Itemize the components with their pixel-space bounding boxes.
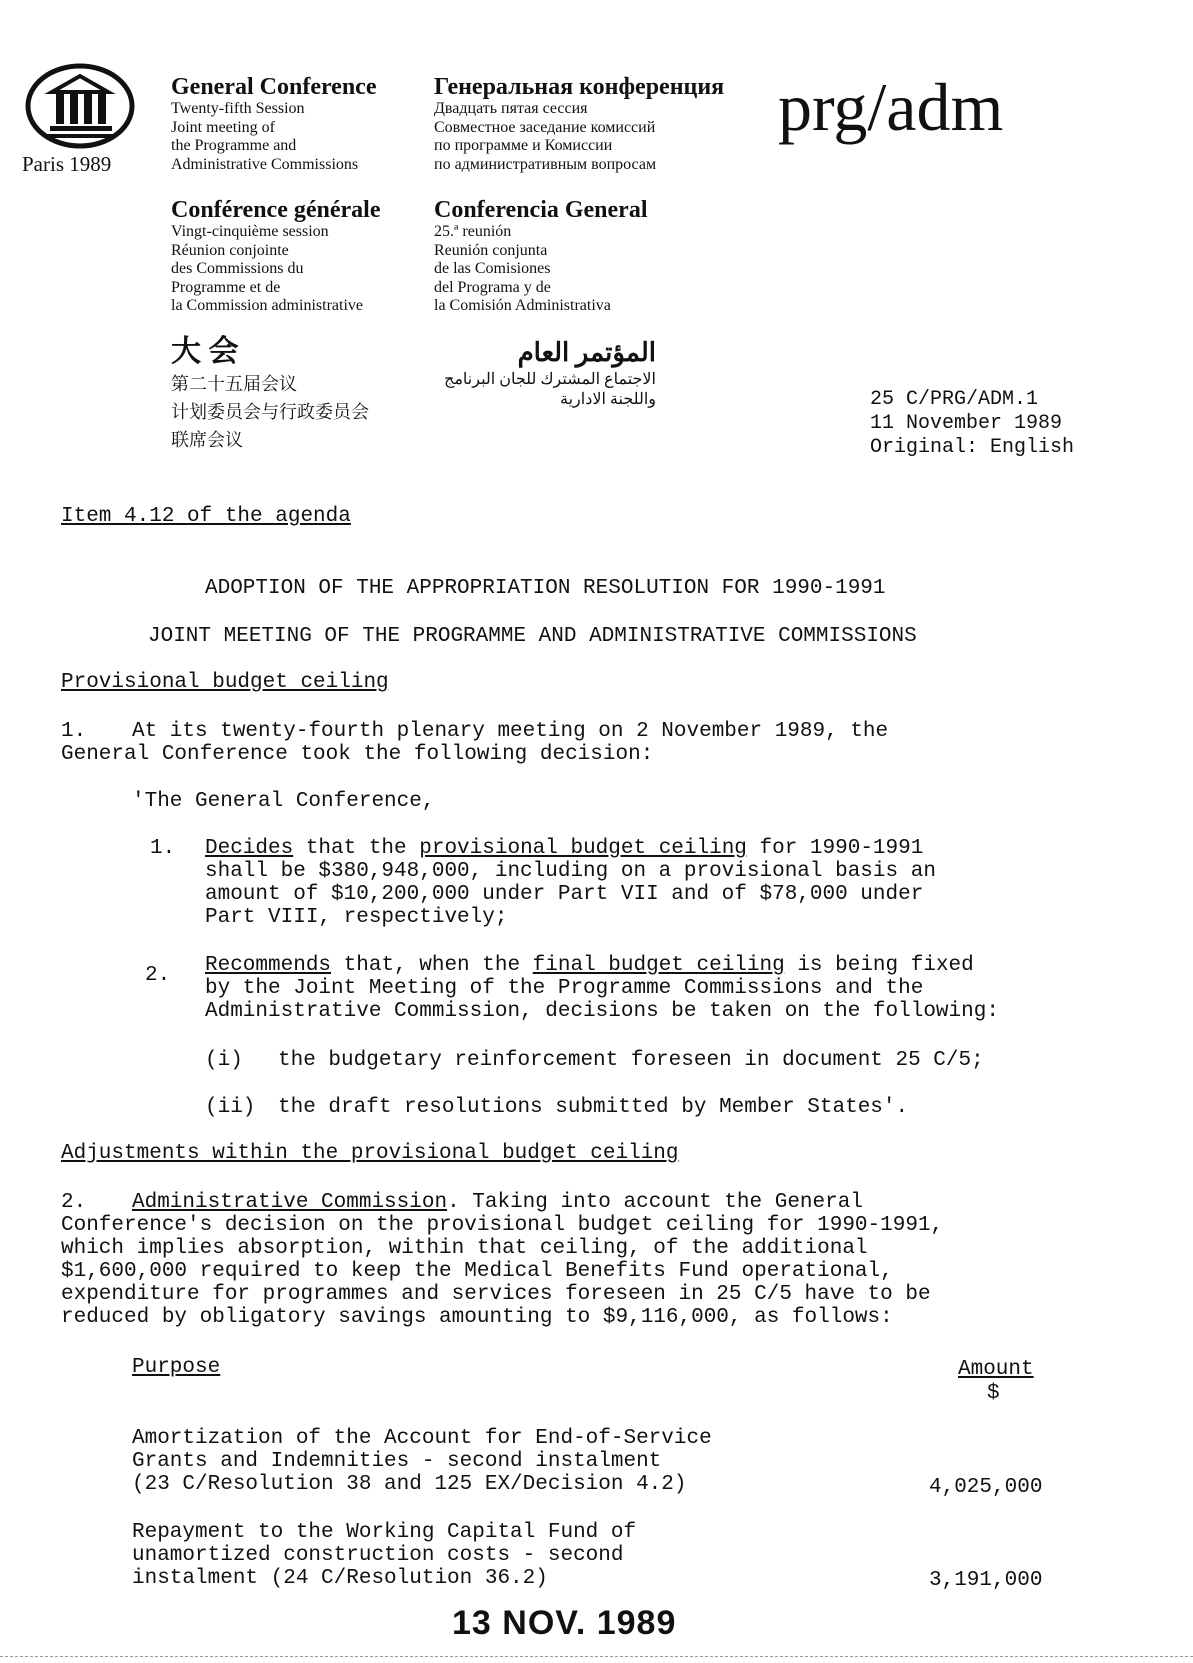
header-en-line: Joint meeting of: [171, 118, 275, 136]
decision-1-lead: Decides: [205, 837, 294, 860]
header-ru: [434, 74, 724, 174]
doc-ref-original: Original: English: [870, 436, 1075, 459]
table-header-purpose: Purpose: [132, 1356, 221, 1379]
header-zh: [171, 334, 369, 454]
header-es-line: de las Comisiones: [434, 260, 551, 277]
decision-number: 2.: [145, 964, 171, 987]
sub-item-number: (ii): [205, 1096, 256, 1119]
paragraph-2-lead: Administrative Commission: [132, 1191, 448, 1214]
decision-2-line: Administrative Commission, decisions be taken on the following:: [205, 1000, 999, 1023]
header-ru-line: по программе и Комиссии: [434, 137, 613, 154]
header-zh-title: 大 会: [171, 335, 239, 368]
decision-1-mid: that the: [293, 837, 420, 860]
decision-2-line: [205, 954, 974, 977]
document-subtitle: JOINT MEETING OF THE PROGRAMME AND ADMINISTRATIVE COMMISSIONS: [148, 625, 917, 648]
page-bottom-divider: [0, 1656, 1193, 1657]
table-row-purpose-line: unamortized construction costs - second: [132, 1544, 624, 1567]
paragraph-2-line: reduced by obligatory savings amounting to $9,116,000, as follows:: [61, 1306, 893, 1329]
table-row-purpose-line: Amortization of the Account for End-of-Service: [132, 1427, 712, 1450]
decision-1-rest: for 1990-1991: [746, 837, 924, 860]
decision-1-line: Part VIII, respectively;: [205, 906, 508, 929]
header-ar-title: المؤتمر العام: [517, 338, 656, 367]
decision-2-lead: Recommends: [205, 954, 332, 977]
logo-place-year: Paris 1989: [22, 152, 112, 176]
paragraph-2-line: [132, 1191, 863, 1214]
header-ru-line: Двадцать пятая сессия: [434, 100, 588, 117]
header-en-line: Twenty-fifth Session: [171, 100, 305, 117]
table-row-purpose-line: Repayment to the Working Capital Fund of: [132, 1521, 637, 1544]
paragraph-number: 1.: [61, 720, 87, 743]
header-fr-line: la Commission administrative: [171, 297, 363, 314]
decision-1-line: amount of $10,200,000 under Part VII and of $78,000 under: [205, 883, 924, 906]
document-title: ADOPTION OF THE APPROPRIATION RESOLUTION FOR 1990-1991: [205, 577, 886, 600]
decision-2-emph: final budget ceiling: [532, 954, 785, 977]
decision-2-line: by the Joint Meeting of the Programme Commissions and the: [205, 977, 924, 1000]
table-row-purpose-line: instalment (24 C/Resolution 36.2): [132, 1567, 548, 1590]
header-fr: [171, 197, 380, 316]
decision-1-emph: provisional budget ceiling: [419, 837, 747, 860]
date-stamp: 13 NOV. 1989: [452, 1604, 677, 1642]
paragraph-2-line: expenditure for programmes and services foreseen in 25 C/5 have to be: [61, 1283, 931, 1306]
section-heading-provisional-budget: Provisional budget ceiling: [61, 671, 389, 694]
header-zh-line: 第二十五届会议: [171, 374, 297, 394]
doc-ref-date: 11 November 1989: [870, 412, 1063, 435]
header-en-title: General Conference: [171, 74, 377, 100]
header-zh-line: 计划委员会与行政委员会: [171, 402, 369, 422]
sub-item-number: (i): [205, 1049, 243, 1072]
header-en-line: Administrative Commissions: [171, 155, 359, 173]
table-header-unit: $: [987, 1382, 1000, 1405]
header-en-line: the Programme and: [171, 137, 297, 154]
header-ru-line: по административным вопросам: [434, 155, 657, 173]
paragraph-2-rest: . Taking into account the General: [447, 1191, 863, 1214]
header-es-line: la Comisión Administrativa: [434, 297, 611, 314]
header-zh-line: 联席会议: [171, 430, 243, 450]
decision-1-line: [205, 837, 923, 860]
header-es-line: 25.ª reunión: [434, 223, 512, 240]
paragraph-number: 2.: [61, 1191, 87, 1214]
table-row-purpose-line: (23 C/Resolution 38 and 125 EX/Decision 4.2): [132, 1473, 687, 1496]
table-row-amount: 3,191,000: [929, 1569, 1043, 1592]
doc-ref-number: 25 C/PRG/ADM.1: [870, 388, 1039, 411]
header-fr-line: Programme et de: [171, 278, 281, 296]
decision-2-rest: is being fixed: [784, 954, 974, 977]
header-ru-line: Совместное заседание комиссий: [434, 118, 656, 136]
decision-1-line: shall be $380,948,000, including on a provisional basis an: [205, 860, 936, 883]
header-es-line: Reunión conjunta: [434, 241, 548, 259]
header-ru-title: Генеральная конференция: [434, 74, 725, 100]
header-en: [171, 74, 377, 174]
header-fr-title: Conférence générale: [171, 197, 381, 223]
table-row-purpose-line: Grants and Indemnities - second instalment: [132, 1450, 662, 1473]
header-es-title: Conferencia General: [434, 197, 648, 223]
header-fr-line: Vingt-cinquième session: [171, 223, 329, 240]
paragraph-2-line: which implies absorption, within that ceiling, of the additional: [61, 1237, 868, 1260]
header-fr-line: des Commissions du: [171, 260, 304, 277]
document-code: prg/adm: [778, 69, 1004, 145]
header-fr-line: Réunion conjointe: [171, 241, 289, 259]
paragraph-1-line: At its twenty-fourth plenary meeting on 2 November 1989, the: [132, 720, 889, 743]
paragraph-2-line: $1,600,000 required to keep the Medical Benefits Fund operational,: [61, 1260, 893, 1283]
paragraph-1-line: General Conference took the following decision:: [61, 743, 654, 766]
section-heading-adjustments: Adjustments within the provisional budget ceiling: [61, 1142, 679, 1165]
agenda-item: Item 4.12 of the agenda: [61, 505, 351, 528]
quote-intro: 'The General Conference,: [132, 790, 435, 813]
table-header-amount: Amount: [958, 1358, 1034, 1381]
header-ar-line: واللجنة الادارية: [560, 391, 656, 408]
header-es-line: del Programa y de: [434, 278, 551, 296]
header-ar: [434, 336, 656, 410]
table-row-amount: 4,025,000: [929, 1476, 1043, 1499]
paragraph-2-line: Conference's decision on the provisional budget ceiling for 1990-1991,: [61, 1214, 944, 1237]
sub-item-text: the budgetary reinforcement foreseen in document 25 C/5;: [278, 1049, 984, 1072]
header-es: [434, 197, 648, 316]
decision-number: 1.: [150, 837, 176, 860]
decision-2-mid: that, when the: [331, 954, 533, 977]
sub-item-text: the draft resolutions submitted by Member States'.: [278, 1096, 909, 1119]
header-ar-line: الاجتماع المشترك للجان البرنامج: [444, 371, 656, 388]
